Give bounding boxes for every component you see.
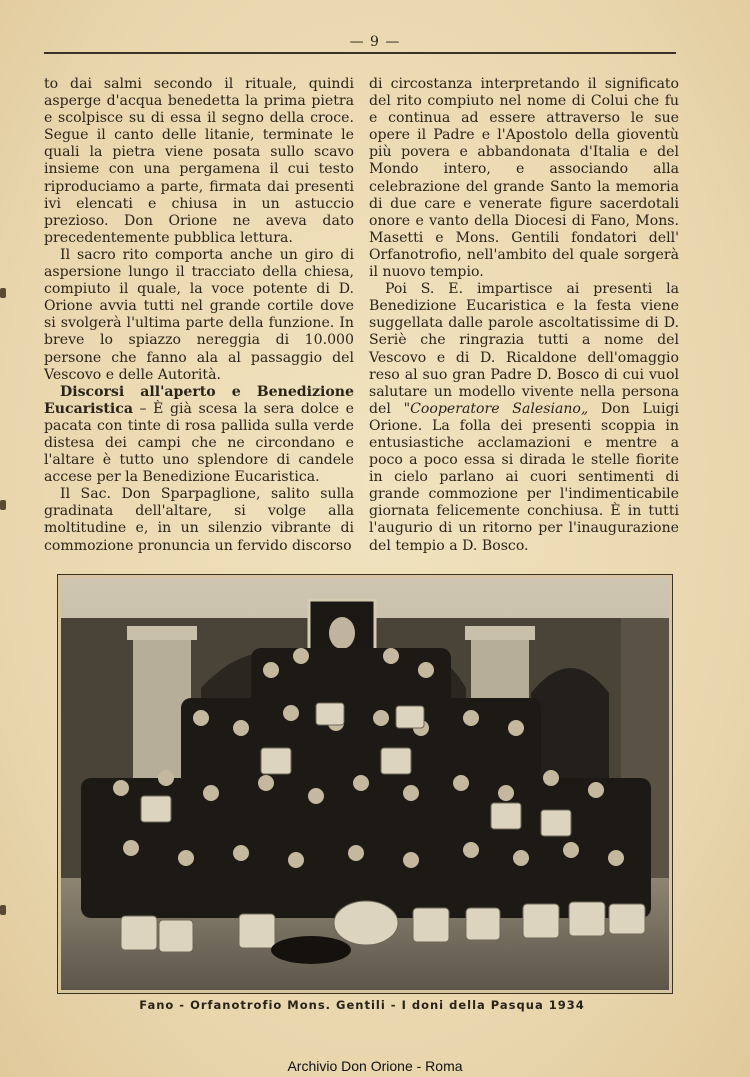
paragraph: Il sacro rito comporta anche un giro di aspersione lungo il tracciato della chiesa, compiuto il quale, la voce potente di D. Orione avvia tutti nel grande cortile dove si svolgerà l'ultima parte della funzione. In breve lo spiazzo nereggia di 10.000 persone che fanno ala al passaggio del Vescovo e delle Autorità. [44, 246, 354, 383]
photo-caption: Fano - Orfanotrofio Mons. Gentili - I doni della Pasqua 1934 [139, 998, 585, 1012]
binding-mark [0, 288, 6, 298]
right-column [369, 76, 679, 555]
archive-watermark: Archivio Don Orione - Roma [287, 1058, 463, 1074]
paragraph-body: Poi S. E. impartisce ai presenti la Benedizione Eucaristica e la festa viene suggellata dalle parole ascoltatissime di D. Seriè che ringrazia tutti a nome del Vescovo e di D. Ricaldone dell'omaggio reso al suo gran Padre D. Bosco di cui vuol salutare un modello vivente nella persona del [369, 281, 679, 417]
quoted-title: "Cooperatore Salesiano„ [403, 400, 589, 417]
left-column [44, 76, 354, 555]
binding-mark [0, 500, 6, 510]
page-number: — 9 — [349, 34, 401, 50]
paragraph [369, 281, 679, 555]
paragraph-body: – È già scesa la sera dolce e pacata con tinte di rosa pallida sulla verde distesa dei campi che ne circondano e l'altare è tutto uno splendore di candele accese per la Benedizione Eucaristica. [44, 400, 354, 486]
paragraph: di circostanza interpretando il significato del rito compiuto nel nome di Colui che fu e continua ad essere attraverso le sue opere il Padre e l'Apostolo della gioventù più povera e abbandonata d'Italia e del Mondo intero, e associando alla celebrazione del grande Santo la memoria di due care e venerate figure sacerdotali onore e vanto della Diocesi di Fano, Mons. Masetti e Mons. Gentili fondatori dell' Orfanotrofio, nell'ambito del quale sorgerà il nuovo tempio. [369, 76, 679, 281]
header-rule [44, 52, 676, 54]
section-heading: Discorsi all'aperto e Benedizione Eucaristica [44, 383, 354, 417]
binding-mark [0, 905, 6, 915]
group-photograph [58, 575, 672, 993]
paragraph: Il Sac. Don Sparpaglione, salito sulla gradinata dell'altare, si volge alla moltitudine e, in un silenzio vibrante di commozione pronuncia un fervido discorso [44, 486, 354, 554]
paragraph: to dai salmi secondo il rituale, quindi asperge d'acqua benedetta la prima pietra e scolpisce su di essa il segno della croce. Segue il canto delle litanie, terminate le quali la pietra viene posata sullo scavo insieme con una pergamena il cui testo riproduciamo a parte, firmata dai presenti ivi elencati e chiusa in un astuccio prezioso. Don Orione ne aveva dato precedentemente pubblica lettura. [44, 76, 354, 246]
paragraph-body: Don Luigi Orione. La folla dei presenti scoppia in entusiastiche acclamazioni e mentre a poco a poco essa si dirada le stelle fiorite in cielo parlano ai cuori sentimenti di grande commozione per l'indimenticabile giornata felicemente conchiusa. È in tutti l'augurio di un ritorno per l'inaugurazione del tempio a D. Bosco. [369, 400, 680, 554]
paragraph [44, 384, 354, 487]
photo-illustration [61, 578, 669, 990]
